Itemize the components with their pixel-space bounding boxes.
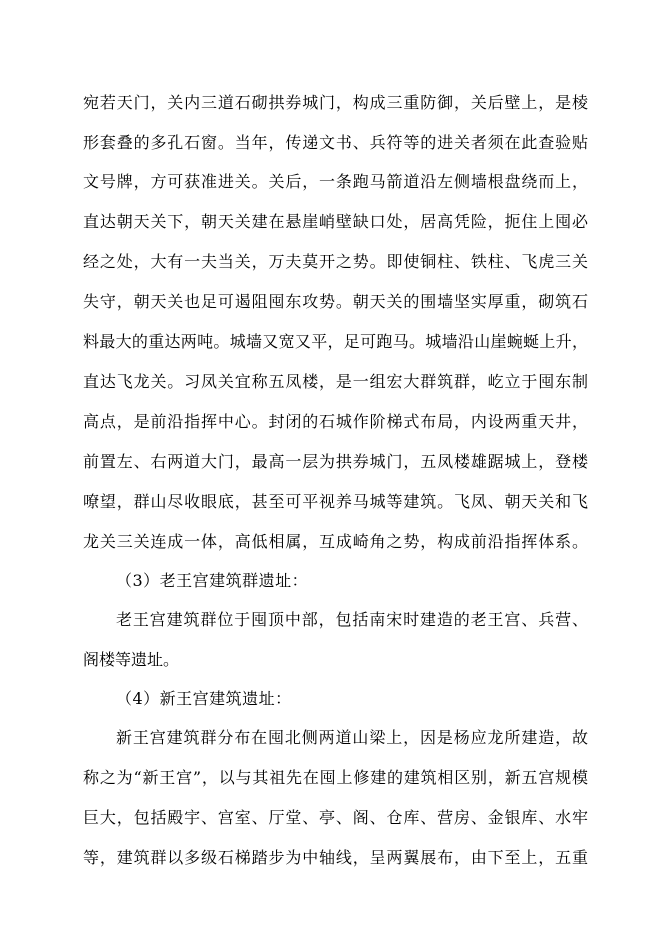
paragraph-3-line-3: 巨大，包括殿宇、宫室、厅堂、亭、阁、仓库、营房、金银库、水牢: [83, 808, 588, 827]
paragraph-1-line-7: 料最大的重达两吨。城墙又宽又平，足可跑马。城墙沿山崖蜿蜒上升，: [83, 332, 588, 351]
paragraph-1-line-10: 前置左、右两道大门，最高一层为拱券城门，五凤楼雄踞城上，登楼: [83, 452, 588, 471]
paragraph-1-line-11: 嘹望，群山尽收眼底，甚至可平视养马城等建筑。飞凤、朝天关和飞: [83, 492, 588, 511]
paragraph-3-line-1: 新王宫建筑群分布在囤北侧两道山梁上，因是杨应龙所建造，故: [116, 728, 588, 747]
paragraph-1-line-1: 宛若天门，关内三道石砌拱券城门，构成三重防御，关后壁上，是棱: [83, 93, 588, 112]
paragraph-1-line-5: 经之处，大有一夫当关，万夫莫开之势。即使铜柱、铁柱、飞虎三关: [83, 252, 588, 271]
paragraph-1-line-8: 直达飞龙关。习凤关宜称五凤楼，是一组宏大群筑群，屹立于囤东制: [83, 372, 588, 391]
paragraph-2-line-2: 阁楼等遗址。: [83, 650, 180, 669]
paragraph-3-line-2: 称之为“新王宫”，以与其祖先在囤上修建的建筑相区别，新五宫规模: [83, 768, 588, 787]
paragraph-1-line-6: 失守，朝天关也足可遏阻囤东攻势。朝天关的围墙坚实厚重，砌筑石: [83, 292, 588, 311]
paragraph-1-line-12: 龙关三关连成一体，高低相属，互成崎角之势，构成前沿指挥体系。: [83, 532, 588, 551]
section-heading-4: （4）新王宫建筑遗址：: [116, 689, 292, 708]
paragraph-2-line-1: 老王宫建筑群位于囤顶中部，包括南宋时建造的老王宫、兵营、: [116, 610, 588, 629]
paragraph-1-line-4: 直达朝天关下，朝天关建在悬崖峭壁缺口处，居高凭险，扼住上囤必: [83, 212, 588, 231]
paragraph-3-line-4: 等，建筑群以多级石梯踏步为中轴线，呈两翼展布，由下至上，五重: [83, 848, 588, 867]
paragraph-1-line-2: 形套叠的多孔石窗。当年，传递文书、兵符等的进关者须在此查验贴: [83, 133, 588, 152]
paragraph-1-line-9: 高点，是前沿指挥中心。封闭的石城作阶梯式布局，内设两重天井，: [83, 412, 588, 431]
section-heading-3: （3）老王宫建筑群遗址：: [116, 571, 309, 590]
paragraph-1-line-3: 文号牌，方可获准进关。关后，一条跑马箭道沿左侧墙根盘绕而上，: [83, 172, 588, 191]
